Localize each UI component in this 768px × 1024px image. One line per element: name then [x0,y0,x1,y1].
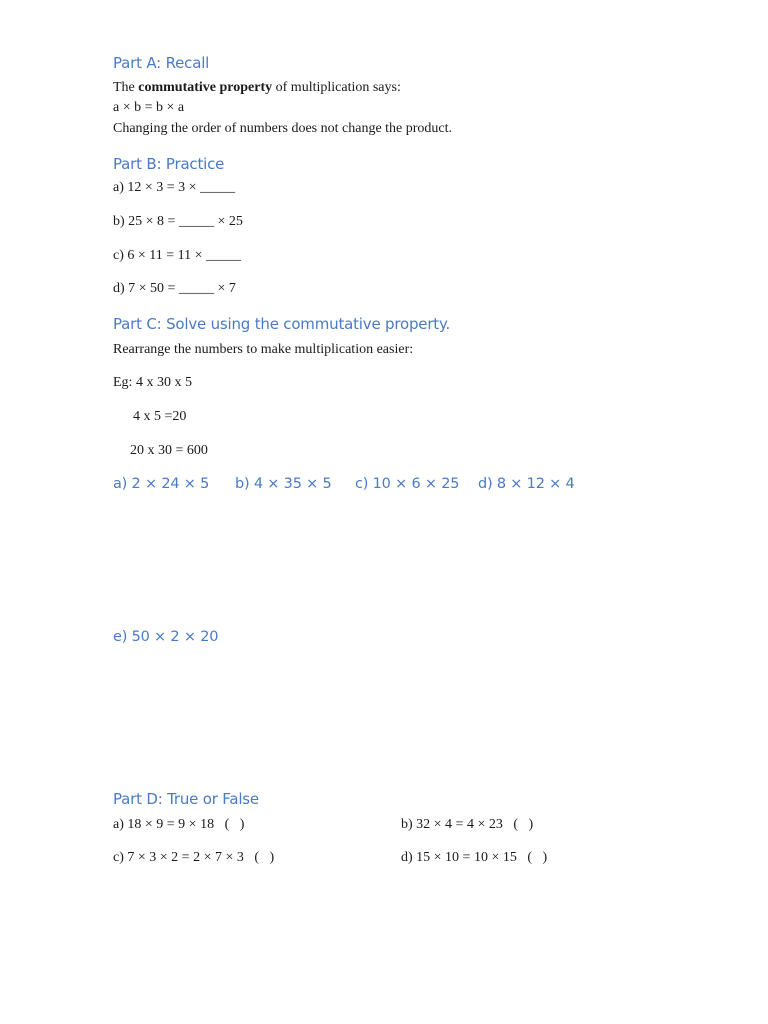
part-c-example-step-2: 20 x 30 = 600 [130,443,208,458]
definition-suffix: of multiplication says: [272,80,401,95]
part-c-example: Eg: 4 x 30 x 5 [113,375,192,390]
definition-prefix: The [113,80,139,95]
part-b-heading: Part B: Practice [113,155,225,173]
practice-item-b: b) 25 × 8 = _____ × 25 [113,214,243,229]
true-false-item-b: b) 32 × 4 = 4 × 23 ( ) [401,817,534,832]
part-c-example-step-1: 4 x 5 =20 [133,409,187,424]
problem-b: b) 4 × 35 × 5 [235,476,332,492]
practice-item-c: c) 6 × 11 = 11 × _____ [113,248,242,263]
problem-c: c) 10 × 6 × 25 [355,476,460,492]
part-d-heading: Part D: True or False [113,790,259,808]
part-a-heading: Part A: Recall [113,54,210,72]
part-a-formula: a × b = b × a [113,100,185,115]
problem-e: e) 50 × 2 × 20 [113,629,219,645]
problem-a: a) 2 × 24 × 5 [113,476,210,492]
practice-item-d: d) 7 × 50 = _____ × 7 [113,281,236,296]
practice-item-a: a) 12 × 3 = 3 × _____ [113,180,236,195]
definition-term: commutative property [138,80,273,95]
true-false-item-d: d) 15 × 10 = 10 × 15 ( ) [401,850,548,865]
part-c-heading: Part C: Solve using the commutative property. [113,315,451,333]
part-c-instruction: Rearrange the numbers to make multiplication easier: [113,342,414,357]
part-a-definition [113,80,401,96]
problem-d: d) 8 × 12 × 4 [478,476,575,492]
true-false-item-a: a) 18 × 9 = 9 × 18 ( ) [113,817,245,832]
true-false-item-c: c) 7 × 3 × 2 = 2 × 7 × 3 ( ) [113,850,275,865]
part-a-note: Changing the order of numbers does not change the product. [113,121,453,136]
